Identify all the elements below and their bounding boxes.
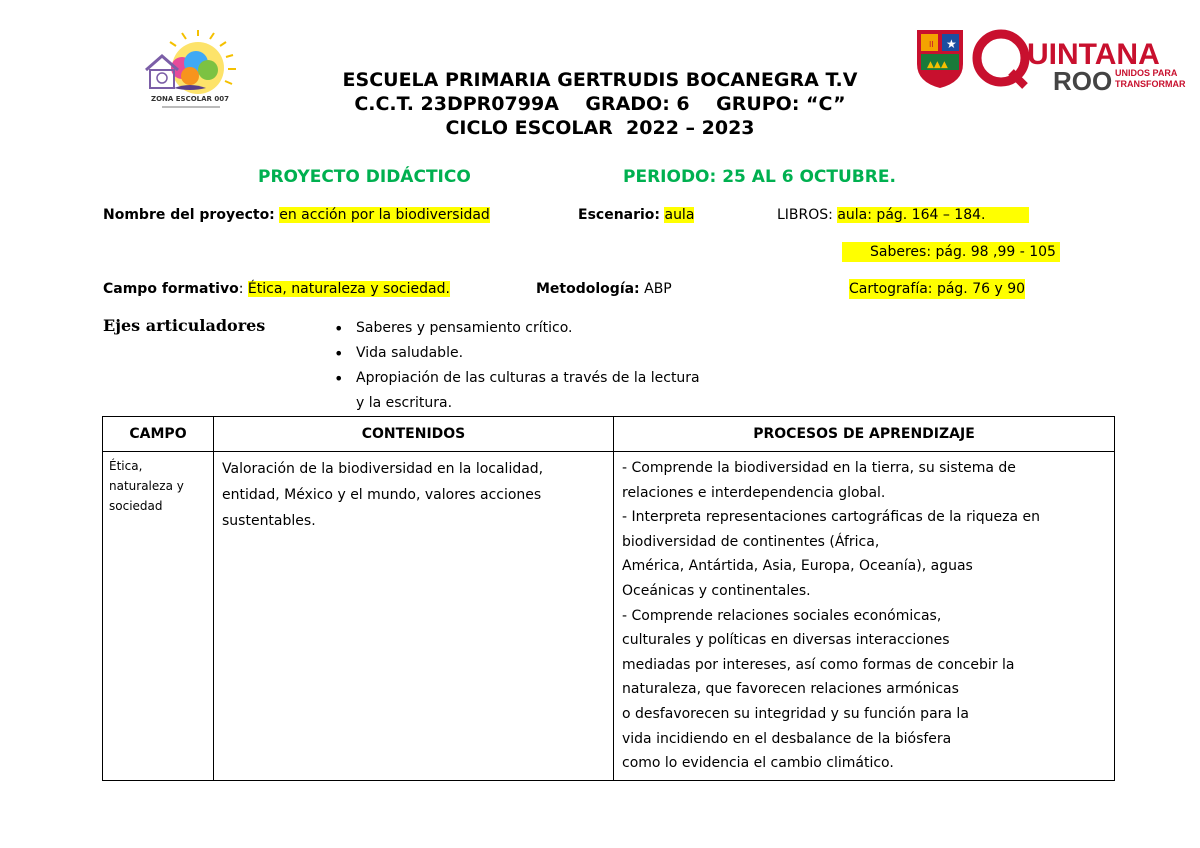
methodology-value: ABP [644, 281, 672, 297]
school-cycle-line: CICLO ESCOLAR 2022 – 2023 [445, 117, 755, 139]
svg-text:★: ★ [946, 37, 957, 51]
logo-right-text2: ROO [1053, 66, 1113, 96]
logo-right-tagline1: UNIDOS PARA [1115, 68, 1178, 78]
procesos-line: Oceánicas y continentales. [622, 582, 811, 599]
procesos-line: vida incidiendo en el desbalance de la biósfera [622, 730, 952, 747]
table-row [103, 452, 1115, 781]
logo-left-text: ZONA ESCOLAR 007 [151, 95, 229, 103]
contenidos-cell [214, 452, 614, 781]
project-name-label: Nombre del proyecto: [103, 207, 275, 223]
scenario-row [578, 205, 694, 225]
axes-item: • Vida saludable. [332, 341, 702, 366]
procesos-cell [614, 452, 1115, 781]
logo-right-tagline2: TRANSFORMAR [1115, 79, 1186, 89]
contenidos-line: sustentables. [222, 513, 316, 529]
header-contenidos: CONTENIDOS [214, 417, 614, 452]
procesos-line: América, Antártida, Asia, Europa, Oceanía), aguas [622, 558, 973, 575]
table-header-row [103, 417, 1115, 452]
field-row: Campo formativo: Ética, naturaleza y sociedad. [103, 281, 450, 297]
header-procesos: PROCESOS DE APRENDIZAJE [614, 417, 1115, 452]
saberes-ref: Saberes: pág. 98 ,99 - 105 [842, 242, 1060, 262]
field-value: Ética, naturaleza y sociedad. [247, 281, 450, 297]
svg-text:▲▲▲: ▲▲▲ [927, 60, 948, 70]
axes-title: Ejes articuladores [103, 316, 266, 335]
svg-text:II: II [929, 40, 934, 49]
procesos-line: naturaleza, que favorecen relaciones armónicas [622, 681, 959, 698]
project-name-value: en acción por la biodiversidad [279, 207, 490, 223]
procesos-line: relaciones e interdependencia global. [622, 484, 886, 501]
axes-list [332, 316, 702, 416]
contenidos-line: Valoración de la biodiversidad en la localidad, [222, 461, 544, 477]
books-row [777, 205, 1029, 225]
methodology-row [536, 279, 672, 299]
procesos-line: culturales y políticas en diversas interacciones [622, 632, 950, 649]
project-period: PERIODO: 25 AL 6 OCTUBRE. [623, 167, 896, 187]
procesos-line: - Comprende relaciones sociales económicas, [622, 607, 942, 624]
school-name: ESCUELA PRIMARIA GERTRUDIS BOCANEGRA T.V [342, 69, 858, 91]
scenario-label: Escenario: [578, 207, 661, 223]
school-header [0, 68, 1200, 140]
campo-line: Ética, [109, 459, 143, 473]
project-title: PROYECTO DIDÁCTICO [258, 167, 471, 187]
procesos-line: como lo evidencia el cambio climático. [622, 755, 894, 772]
procesos-line: o desfavorecen su integridad y su función para la [622, 705, 969, 722]
books-value: aula: pág. 164 – 184. [837, 207, 1029, 223]
axes-item: • Saberes y pensamiento crítico. [332, 316, 702, 341]
logo-right-text: UINTANA [1027, 38, 1160, 71]
school-cct-line: C.C.T. 23DPR0799A GRADO: 6 GRUPO: “C” [354, 93, 846, 115]
campo-line: naturaleza y [109, 479, 184, 493]
methodology-label: Metodología: [536, 281, 640, 297]
campo-cell [103, 452, 214, 781]
procesos-line: biodiversidad de continentes (África, [622, 533, 880, 550]
axes-item: • Apropiación de las culturas a través de la lectura y la escritura. [332, 366, 702, 416]
project-name-row [103, 205, 490, 225]
scenario-value: aula [664, 207, 695, 223]
cartography-ref: Cartografía: pág. 76 y 90 [849, 281, 1026, 297]
learning-table [102, 416, 1115, 781]
campo-line: sociedad [109, 499, 163, 513]
procesos-line: - Interpreta representaciones cartográficas de la riqueza en [622, 509, 1040, 526]
books-label: LIBROS: [777, 207, 833, 223]
field-label: Campo formativo [103, 281, 239, 297]
contenidos-line: entidad, México y el mundo, valores acciones [222, 487, 542, 503]
procesos-line: mediadas por intereses, así como formas de concebir la [622, 656, 1015, 673]
procesos-line: - Comprende la biodiversidad en la tierra, su sistema de [622, 460, 1016, 476]
header-campo: CAMPO [103, 417, 214, 452]
